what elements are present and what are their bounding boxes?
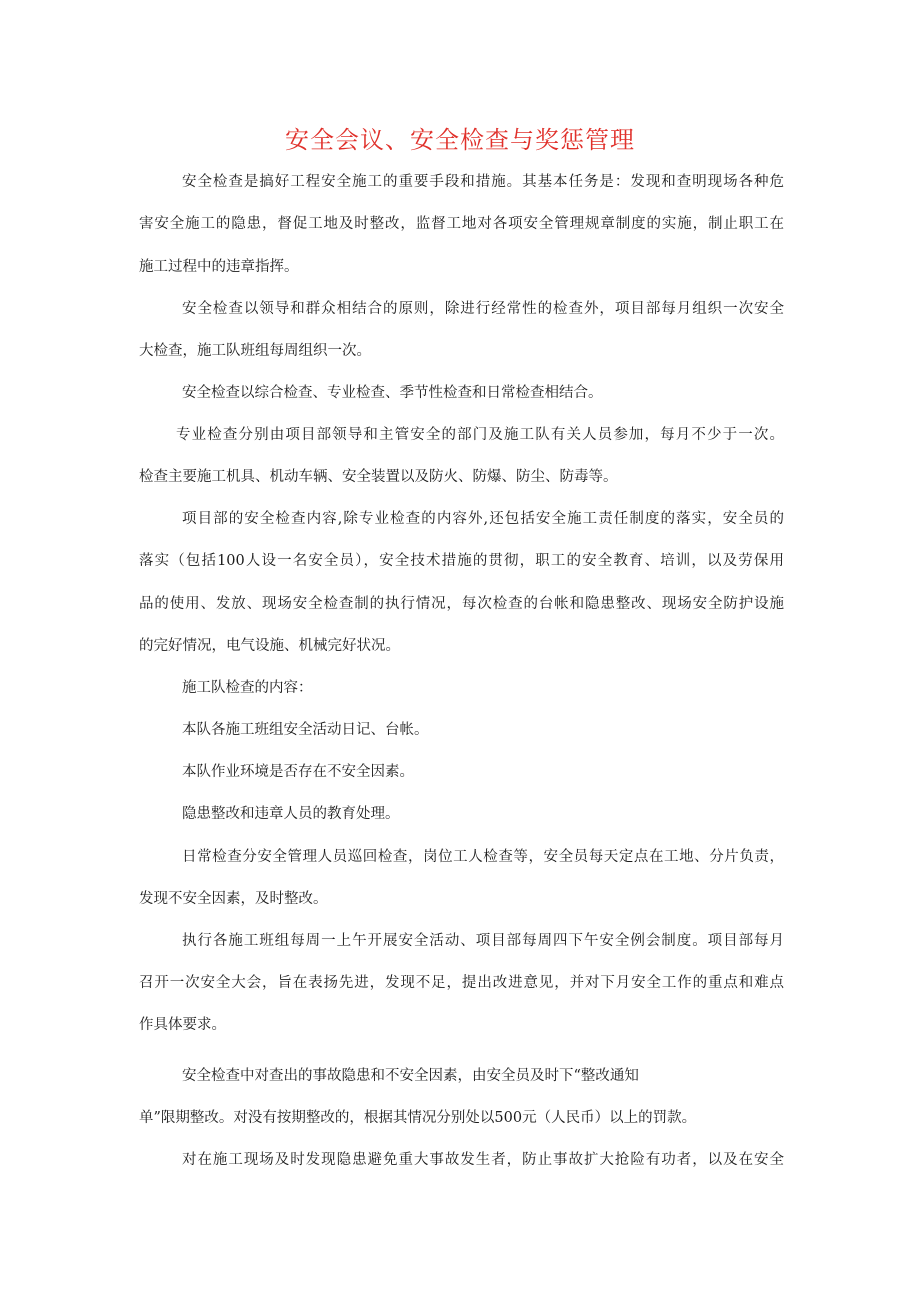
paragraph-line: 落实（包括100人设一名安全员），安全技术措施的贯彻，职工的安全教育、培训，以及劳保用 (139, 553, 784, 569)
document-title: 安全会议、安全检查与奖惩管理 (285, 126, 635, 154)
paragraph-line: 发现不安全因素，及时整改。 (139, 891, 328, 907)
paragraph-line: 安全检查是搞好工程安全施工的重要手段和措施。其基本任务是：发现和查明现场各种危 (182, 174, 784, 190)
paragraph-line: 项目部的安全检查内容,除专业检查的内容外,还包括安全施工责任制度的落实，安全员的 (182, 511, 784, 527)
paragraph-line: 对在施工现场及时发现隐患避免重大事故发生者，防止事故扩大抢险有功者，以及在安全 (182, 1152, 784, 1168)
paragraph-line: 的完好情况，电气设施、机械完好状况。 (139, 638, 400, 654)
paragraph-line: 本队各施工班组安全活动日记、台帐。 (182, 722, 429, 738)
paragraph-line: 召开一次安全大会，旨在表扬先进，发现不足，提出改进意见，并对下月安全工作的重点和难点 (139, 975, 784, 991)
paragraph-line: 安全检查中对查出的事故隐患和不安全因素，由安全员及时下“整改通知 (182, 1068, 639, 1084)
paragraph-line: 施工队检查的内容： (182, 680, 313, 696)
paragraph-line: 执行各施工班组每周一上午开展安全活动、项目部每周四下午安全例会制度。项目部每月 (182, 933, 784, 949)
paragraph-line: 安全检查以领导和群众相结合的原则，除进行经常性的检查外，项目部每月组织一次安全 (182, 301, 784, 317)
paragraph-line: 单”限期整改。对没有按期整改的，根据其情况分别处以500元（人民币）以上的罚款。 (139, 1110, 697, 1126)
paragraph-line: 安全检查以综合检查、专业检查、季节性检查和日常检查相结合。 (182, 385, 603, 401)
paragraph-line: 品的使用、发放、现场安全检查制的执行情况，每次检查的台帐和隐患整改、现场安全防护设施 (139, 596, 784, 612)
paragraph-line: 专业检查分别由项目部领导和主管安全的部门及施工队有关人员参加，每月不少于一次。 (176, 427, 784, 443)
paragraph-line: 检查主要施工机具、机动车辆、安全装置以及防火、防爆、防尘、防毒等。 (139, 469, 618, 485)
paragraph-line: 作具体要求。 (139, 1017, 226, 1033)
paragraph-line: 大检查，施工队班组每周组织一次。 (139, 343, 371, 359)
paragraph-line: 本队作业环境是否存在不安全因素。 (182, 764, 414, 780)
paragraph-line: 日常检查分安全管理人员巡回检查，岗位工人检查等，安全员每天定点在工地、分片负责， (182, 849, 784, 865)
paragraph-line: 施工过程中的违章指挥。 (139, 259, 299, 275)
paragraph-line: 害安全施工的隐患，督促工地及时整改，监督工地对各项安全管理规章制度的实施，制止职工在 (139, 216, 784, 232)
paragraph-line: 隐患整改和违章人员的教育处理。 (182, 806, 400, 822)
